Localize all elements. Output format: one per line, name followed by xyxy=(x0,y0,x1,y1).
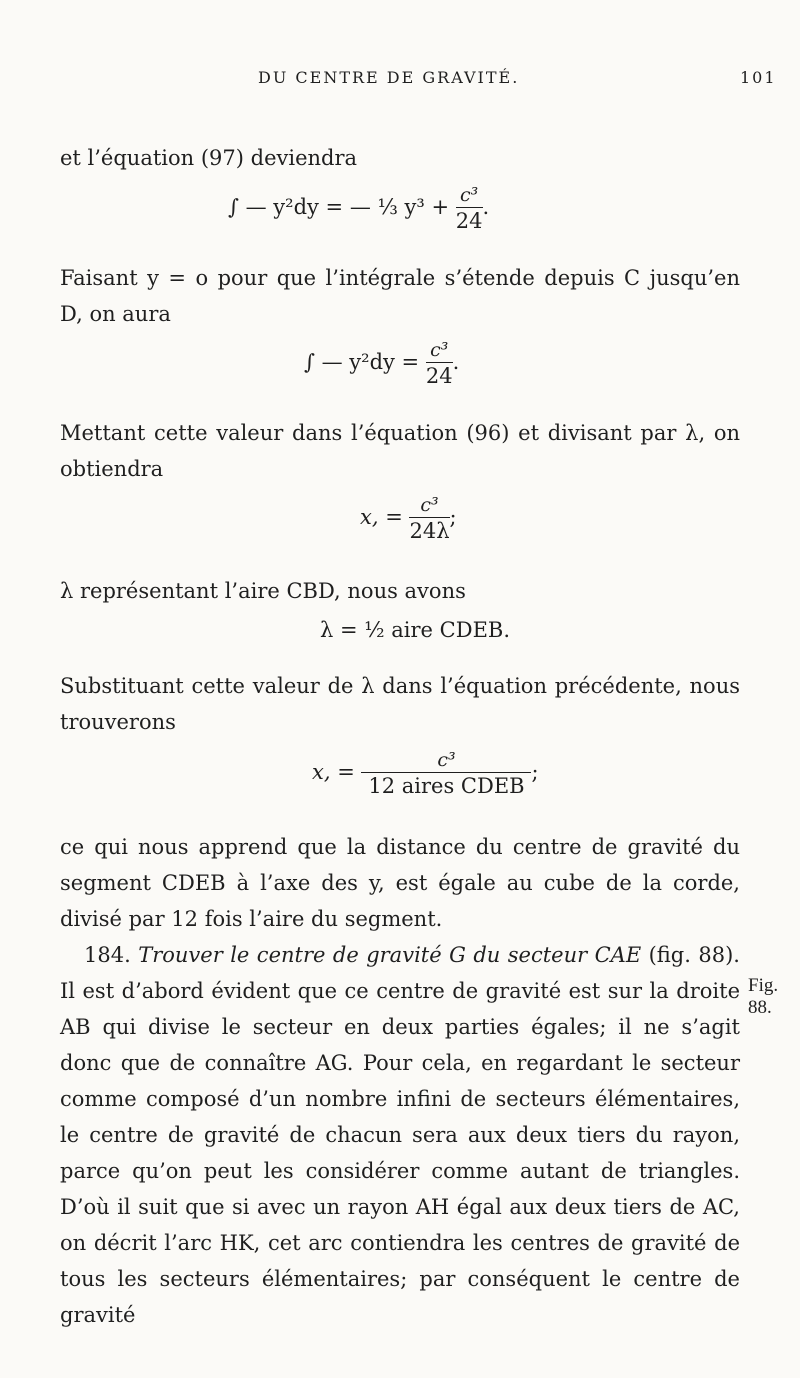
equation-3: x, = $\frac{\text{c³}}{24\lambda}$ ; xyxy=(360,494,457,543)
paragraph-lambda: λ représentant l’aire CBD, nous avons xyxy=(60,579,466,603)
fraction-bar xyxy=(456,207,483,208)
equation-5-denominator: 12 aires CDEB xyxy=(368,774,525,798)
fraction-bar xyxy=(426,362,453,363)
equation-2-fraction xyxy=(426,340,453,387)
margin-figure-reference: Fig. 88. xyxy=(748,975,779,1018)
header-title: DU CENTRE DE GRAVITÉ. xyxy=(258,68,520,87)
section-number: 184. xyxy=(84,943,131,967)
equation-2-numerator: c³ xyxy=(430,339,449,361)
fraction-bar xyxy=(361,772,531,773)
paragraph-184 xyxy=(60,937,740,1333)
section-title: Trouver le centre de gravité G du secteur CAE xyxy=(138,943,642,967)
equation-1-lhs: ∫ — y²dy = — ⅓ y³ + xyxy=(228,195,450,219)
equation-4: λ = ½ aire CDEB. xyxy=(320,618,511,642)
section-body: (fig. 88). Il est d’abord évident que ce centre de gravité est sur la droite AB qui divise le secteur en deux parties égales; il ne s’agit donc que de connaître AG. Pour cela, en regardant le secteur comme composé d’un nombre infini de secteurs élémentaires, le centre de gravité de chacun sera aux deux tiers du rayon, parce qu’on peut les considérer comme autant de triangles. D’où il suit que si avec un rayon AH égal aux deux tiers de AC, on décrit l’arc HK, cet arc contiendra les centres de gravité de tous les secteurs élémentaires; par conséquent le centre de gravité xyxy=(60,943,740,1327)
equation-1-numerator: c³ xyxy=(460,184,479,206)
paragraph-conclusion: ce qui nous apprend que la distance du centre de gravité du segment CDEB à l’axe des y, est égale au cube de la corde, divisé par 12 fois l’aire du segment. xyxy=(60,835,740,931)
equation-5-fraction xyxy=(361,750,531,797)
running-header xyxy=(0,68,800,92)
equation-3-lhs: x, = xyxy=(360,505,403,529)
paragraph-faisant: Faisant y = o pour que l’intégrale s’étende depuis C jusqu’en D, on aura xyxy=(60,266,740,326)
paragraph-mettant: Mettant cette valeur dans l’équation (96) et divisant par λ, on obtiendra xyxy=(60,421,740,481)
equation-1-denominator: 24 xyxy=(455,209,483,233)
equation-2-denominator: 24 xyxy=(425,364,453,388)
equation-5-numerator: c³ xyxy=(437,749,456,771)
paragraph-substituant: Substituant cette valeur de λ dans l’équation précédente, nous trouverons xyxy=(60,674,740,734)
fraction-bar xyxy=(409,517,449,518)
equation-3-denominator: 24λ xyxy=(409,519,450,543)
paragraph-intro: et l’équation (97) deviendra xyxy=(60,146,358,170)
equation-3-fraction xyxy=(409,495,449,542)
equation-1: ∫ — y²dy = — ⅓ y³ + $\frac{\text{c³}}{24}$ . xyxy=(228,184,490,233)
equation-5: x, = $\frac{\text{c³}}{\text{12 aires CDEB}}$ ; xyxy=(312,749,539,798)
equation-2-lhs: ∫ — y²dy = xyxy=(304,350,420,374)
page-number: 101 xyxy=(740,68,777,87)
equation-1-fraction xyxy=(456,185,483,232)
equation-5-lhs: x, = xyxy=(312,760,355,784)
equation-3-numerator: c³ xyxy=(420,494,439,516)
equation-2: ∫ — y²dy = $\frac{\text{c³}}{24}$ . xyxy=(304,339,460,388)
